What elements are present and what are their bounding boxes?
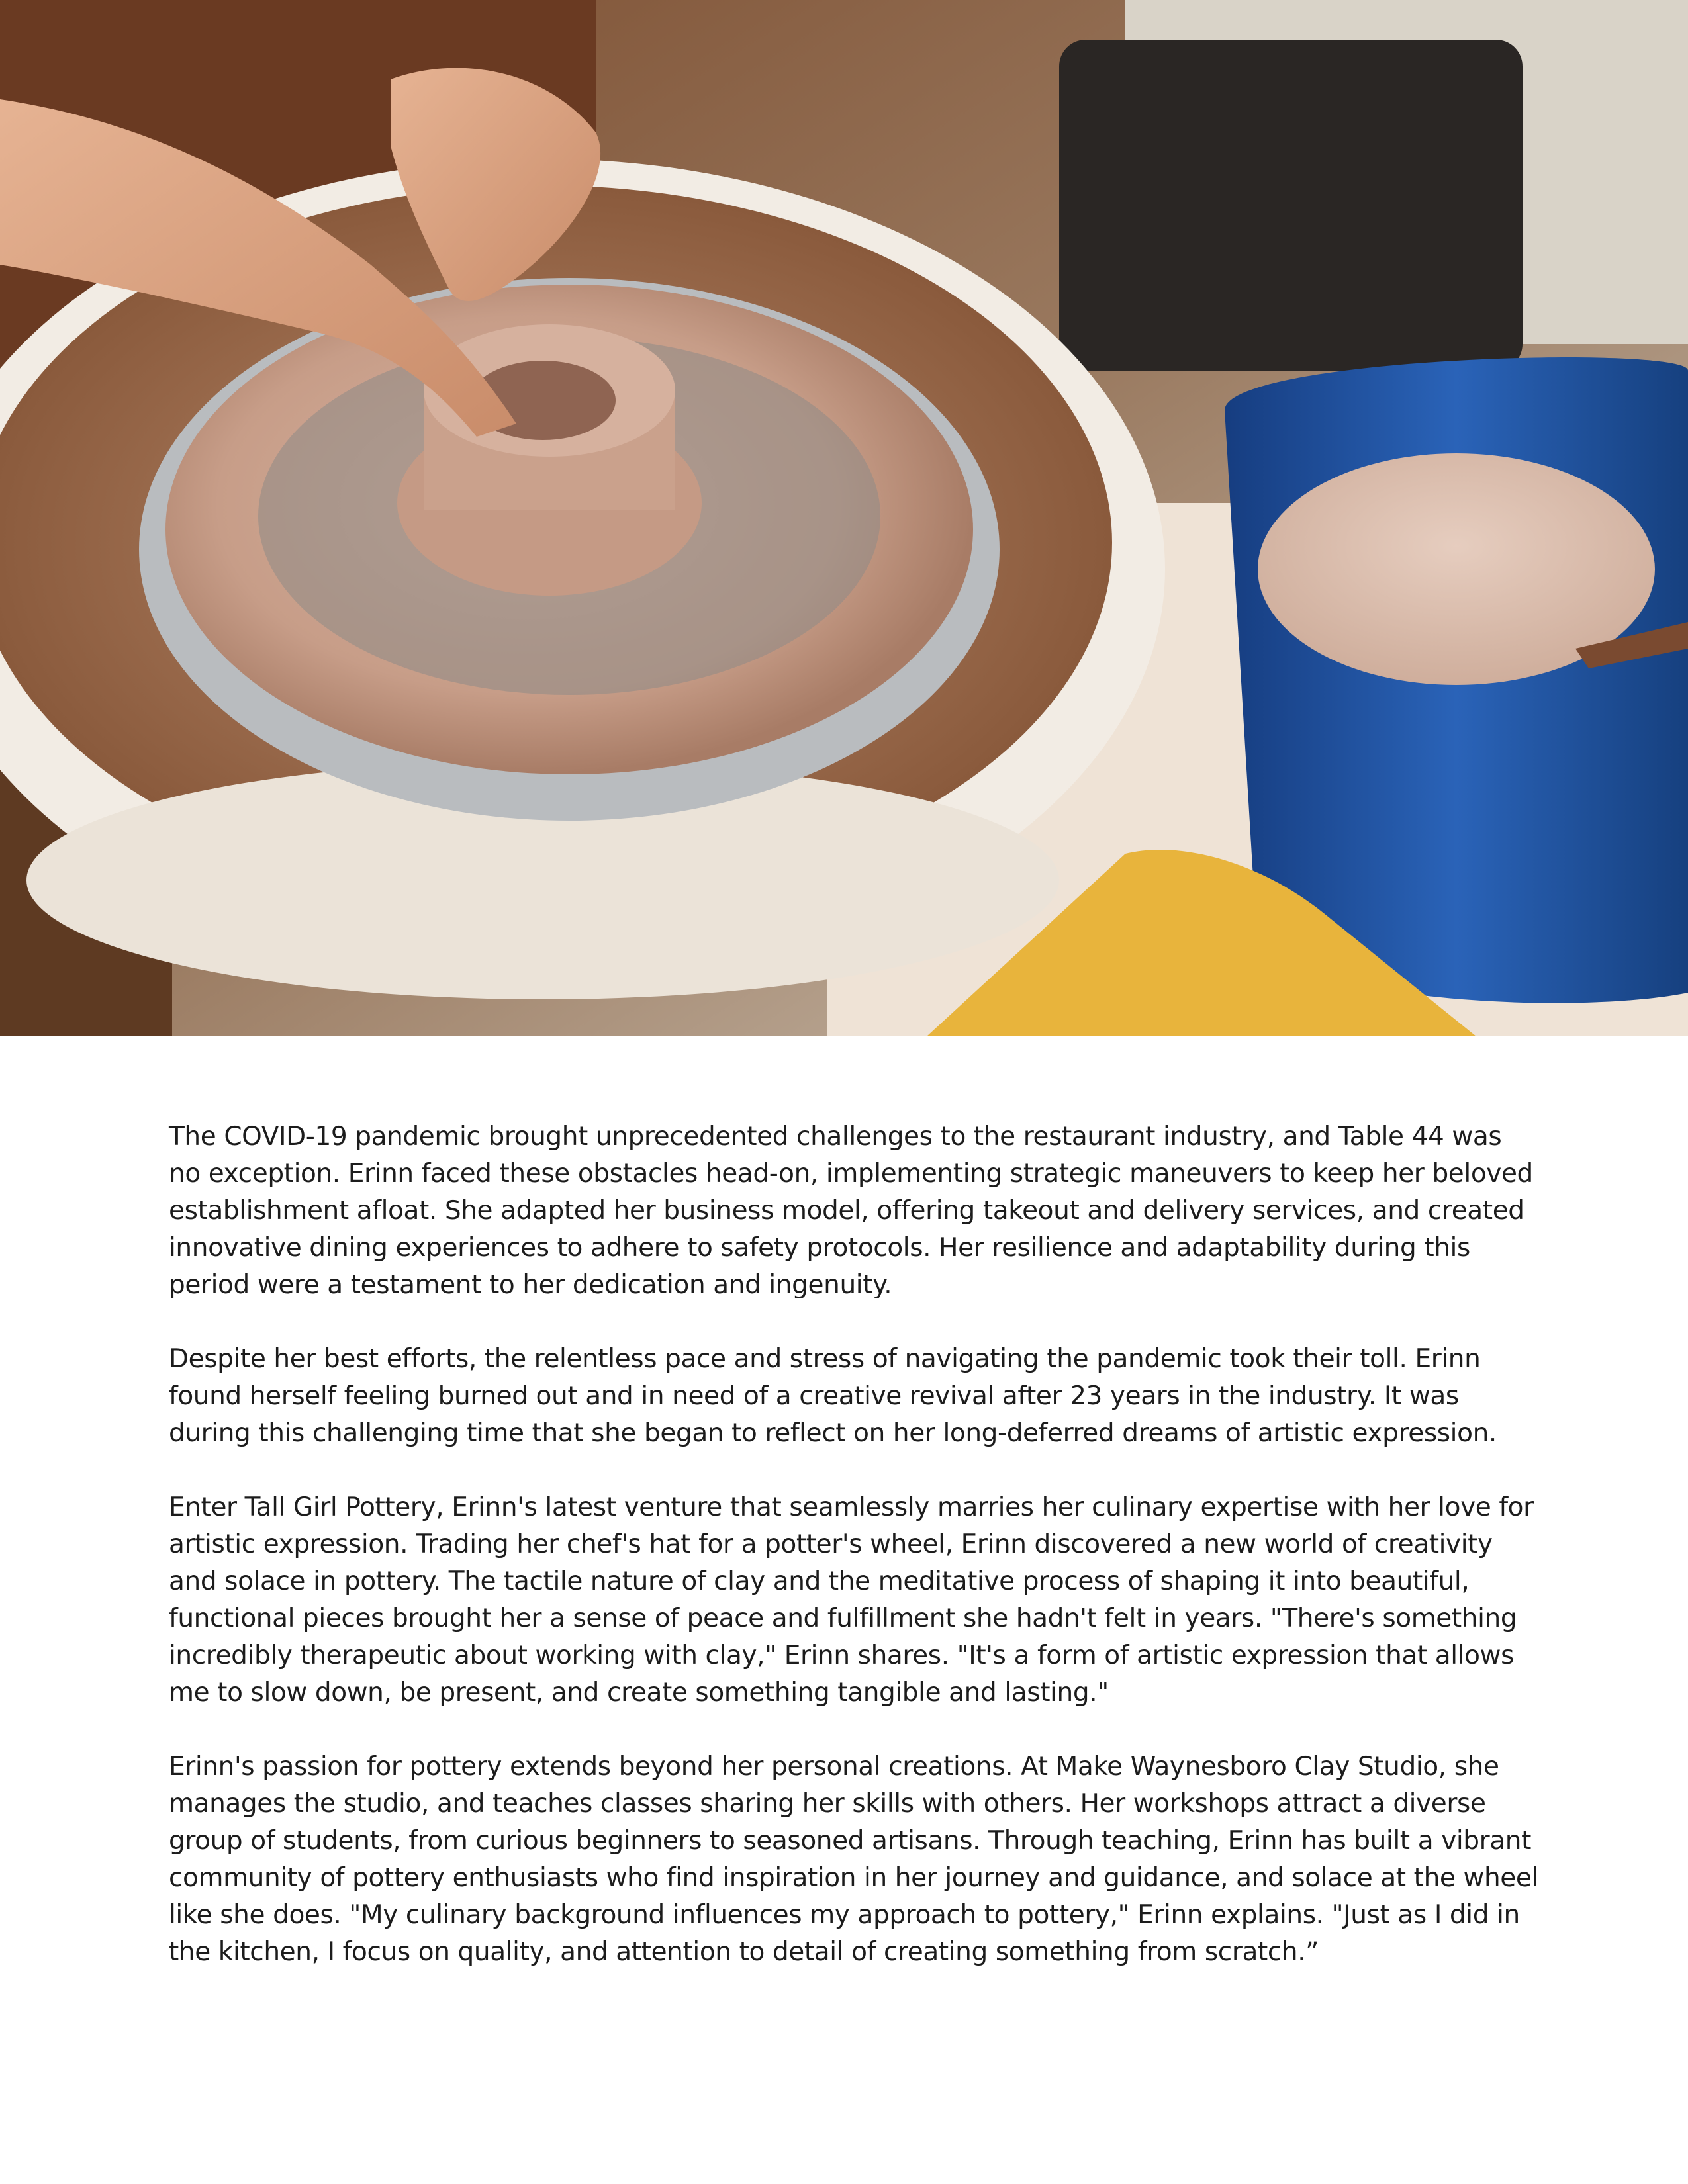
dark-bucket-back [1059,40,1523,371]
hero-photo [0,0,1688,1036]
paragraph-burnout: Despite her best efforts, the relentless pace and stress of navigating the pandemic took their toll. Erinn found herself feeling burned out and in need of a creative revival after 23 years in the industry. It was during this challenging time that she began to reflect on her long-deferred dreams of artistic expression. [169,1344,1497,1448]
paragraph-tall-girl-pottery: Enter Tall Girl Pottery, Erinn's latest venture that seamlessly marries her culinary expertise with her love for artistic expression. Trading her chef's hat for a potter's wheel, Erinn discovered a new world of creativity and solace in pottery. The tactile nature of clay and the meditative process of shaping it into beautiful, functional pieces brought her a sense of peace and fulfillment she hadn't felt in years. "There's something incredibly therapeutic about working with clay," Erinn shares. "It's a form of artistic expression that allows me to slow down, be present, and create something tangible and lasting." [169,1492,1534,1707]
pottery-wheel-photo [0,0,1688,1036]
paragraph-pandemic: The COVID-19 pandemic brought unprecedented challenges to the restaurant industry, and Table 44 was no exception. Erinn faced these obstacles head-on, implementing strategic maneuvers to keep her beloved establishment afloat. She adapted her business model, offering takeout and delivery services, and created innovative dining experiences to adhere to safety protocols. Her resilience and adaptability during this period were a testament to her dedication and ingenuity. [169,1122,1533,1300]
paragraph-teaching: Erinn's passion for pottery extends beyond her personal creations. At Make Waynesboro Clay Studio, she manages the studio, and teaches classes sharing her skills with others. Her workshops attract a diverse group of students, from curious beginners to seasoned artisans. Through teaching, Erinn has built a vibrant community of pottery enthusiasts who find inspiration in her journey and guidance, and solace at the wheel like she does. "My culinary background influences my approach to pottery," Erinn explains. "Just as I did in the kitchen, I focus on quality, and attention to detail of creating something from scratch.” [169,1752,1538,1967]
article-body [169,1118,1539,2008]
